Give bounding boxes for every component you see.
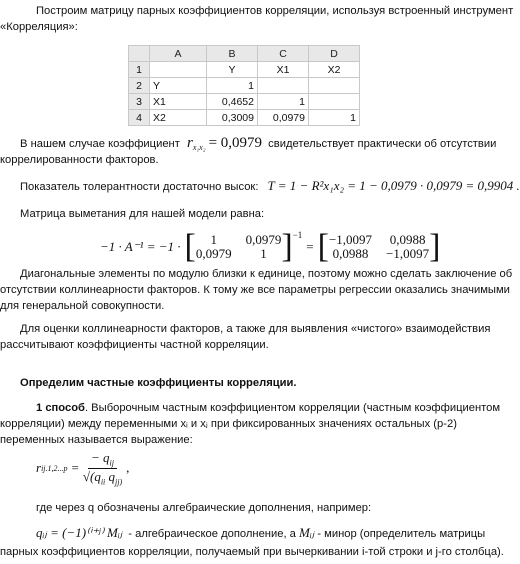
method-line-1-rest: . Выборочным частным коэффициентом корреляции (частным коэффициентом <box>84 402 501 414</box>
denominator-start: √(q <box>82 468 101 484</box>
formula-r-comma: , <box>126 460 130 476</box>
table-cell: X2 <box>309 62 360 78</box>
table-cell: 0,4652 <box>207 94 258 110</box>
sweep-matrix-equation <box>100 228 440 266</box>
correlation-table <box>128 45 360 126</box>
table-cell: X1 <box>258 62 309 78</box>
matrix-equals: = <box>306 239 314 254</box>
method-line-1 <box>36 400 500 416</box>
method-label: 1 способ <box>36 402 85 414</box>
matrix-caption: Матрица выметания для нашей модели равна: <box>20 208 265 220</box>
table-cell <box>309 94 360 110</box>
inverse-exponent: −1 <box>292 230 303 240</box>
denominator-sub-jj: jj) <box>115 477 123 487</box>
table-cell <box>258 78 309 94</box>
denominator-sub-ii: ii <box>100 477 106 487</box>
table-cell: 0,3009 <box>207 110 258 126</box>
intro-line-1: Построим матрицу парных коэффициентов корреляции, используя встроенный инструмент <box>36 5 514 17</box>
column-header-c: C <box>258 46 309 62</box>
numerator-sub: ij <box>109 458 114 468</box>
where-line: где через q обозначены алгебраические дополнения, например: <box>36 502 372 514</box>
minor-symbol: Mᵢⱼ <box>299 525 315 540</box>
partial-correlation-formula <box>36 450 129 486</box>
tolerance-text: Показатель толерантности достаточно высок: <box>20 181 259 193</box>
table-header-row <box>129 46 360 62</box>
table-cell: Y <box>150 78 207 94</box>
formula-r-eq: = <box>71 460 79 476</box>
formula-r-numerator <box>88 450 117 469</box>
coef-formula-rhs: = 0,0979 <box>208 135 263 151</box>
table-row <box>129 94 360 110</box>
matrix-2-cell: −1,0097 <box>386 246 430 261</box>
matrix-2 <box>329 233 429 261</box>
qij-formula: qᵢⱼ = (−1)⁽ⁱ⁺ʲ⁾ Mᵢⱼ <box>36 525 123 540</box>
numerator-q: − q <box>91 450 110 465</box>
qij-text-1: - алгебраическое дополнение, а <box>128 528 296 540</box>
column-header-b: B <box>207 46 258 62</box>
intro-line-2: «Корреляция»: <box>0 21 78 33</box>
coef-formula-sub: x₁x₂ <box>192 143 206 153</box>
bracket-left-1: [ <box>184 228 196 265</box>
table-cell: Y <box>207 62 258 78</box>
formula-r-denominator <box>83 469 122 487</box>
method-line-2: корреляции) между переменными xᵢ и xⱼ при фиксированных значениях остальных (p-2) <box>0 418 457 430</box>
table-cell: 1 <box>258 94 309 110</box>
matrix-1-cell: 1 <box>210 232 217 247</box>
bracket-left-2: [ <box>317 228 329 265</box>
table-row <box>129 62 360 78</box>
table-row <box>129 110 360 126</box>
coef-formula-lhs: r <box>186 135 193 151</box>
table-cell: 1 <box>309 110 360 126</box>
matrix-2-cell: 0,0988 <box>332 246 369 261</box>
matrix-1 <box>196 233 282 261</box>
formula-r-fraction <box>83 450 122 486</box>
partial-line-2: рассчитывают коэффициенты частной корреляции. <box>0 339 269 351</box>
table-cell <box>150 62 207 78</box>
bracket-right-1: ] <box>281 228 293 265</box>
row-header: 2 <box>129 78 150 94</box>
table-cell <box>309 78 360 94</box>
section-heading: Определим частные коэффициенты корреляции. <box>20 377 297 389</box>
table-cell: X2 <box>150 110 207 126</box>
diag-line-3: для генеральной совокупности. <box>0 300 165 312</box>
matrix-1-cell: 1 <box>260 246 267 261</box>
bracket-right-2: ] <box>429 228 441 265</box>
matrix-2-cell: 0,0988 <box>389 232 426 247</box>
column-header-a: A <box>150 46 207 62</box>
coef-line-2: коррелированности факторов. <box>0 154 159 166</box>
corner-cell <box>129 46 150 62</box>
qij-text-2: - минор (определитель матрицы <box>317 528 486 540</box>
coef-text-before: В нашем случае коэффициент <box>20 138 180 150</box>
formula-r-lhs: r <box>36 460 42 476</box>
table-cell: 0,0979 <box>258 110 309 126</box>
partial-line-1: Для оценки коллинеарности факторов, а также для выявления «чистого» взаимодействия <box>20 323 491 335</box>
tolerance-paragraph <box>20 178 520 195</box>
tolerance-formula: T = 1 − R²x₁x₂ = 1 − 0,0979 · 0,0979 = 0,9904 . <box>267 178 520 193</box>
matrix-1-cell: 0,0979 <box>245 232 282 247</box>
matrix-lhs: −1 · A⁻¹ = −1 · <box>100 239 181 254</box>
method-line-3: переменных называется выражение: <box>0 434 193 446</box>
qij-line-2: парных коэффициентов корреляции, получаемый при вычеркивании i-той строки и j-го столбца). <box>0 546 504 558</box>
row-header: 3 <box>129 94 150 110</box>
column-header-d: D <box>309 46 360 62</box>
table-row <box>129 78 360 94</box>
diag-line-2: отсутствии коллинеарности факторов. К тому же все параметры регрессии оказались значимыми <box>0 284 510 296</box>
coef-text-after: свидетельствует практически об отсутствии <box>268 138 497 150</box>
qij-line <box>36 525 485 542</box>
formula-r-sub: ij.1,2...p <box>41 463 68 473</box>
row-header: 4 <box>129 110 150 126</box>
diag-line-1: Диагональные элементы по модулю близки к единице, поэтому можно сделать заключение об <box>20 268 513 280</box>
matrix-1-cell: 0,0979 <box>195 246 232 261</box>
matrix-2-cell: −1,0097 <box>328 232 373 247</box>
row-header: 1 <box>129 62 150 78</box>
table-cell: 1 <box>207 78 258 94</box>
table-cell: X1 <box>150 94 207 110</box>
denominator-q: q <box>105 468 116 484</box>
